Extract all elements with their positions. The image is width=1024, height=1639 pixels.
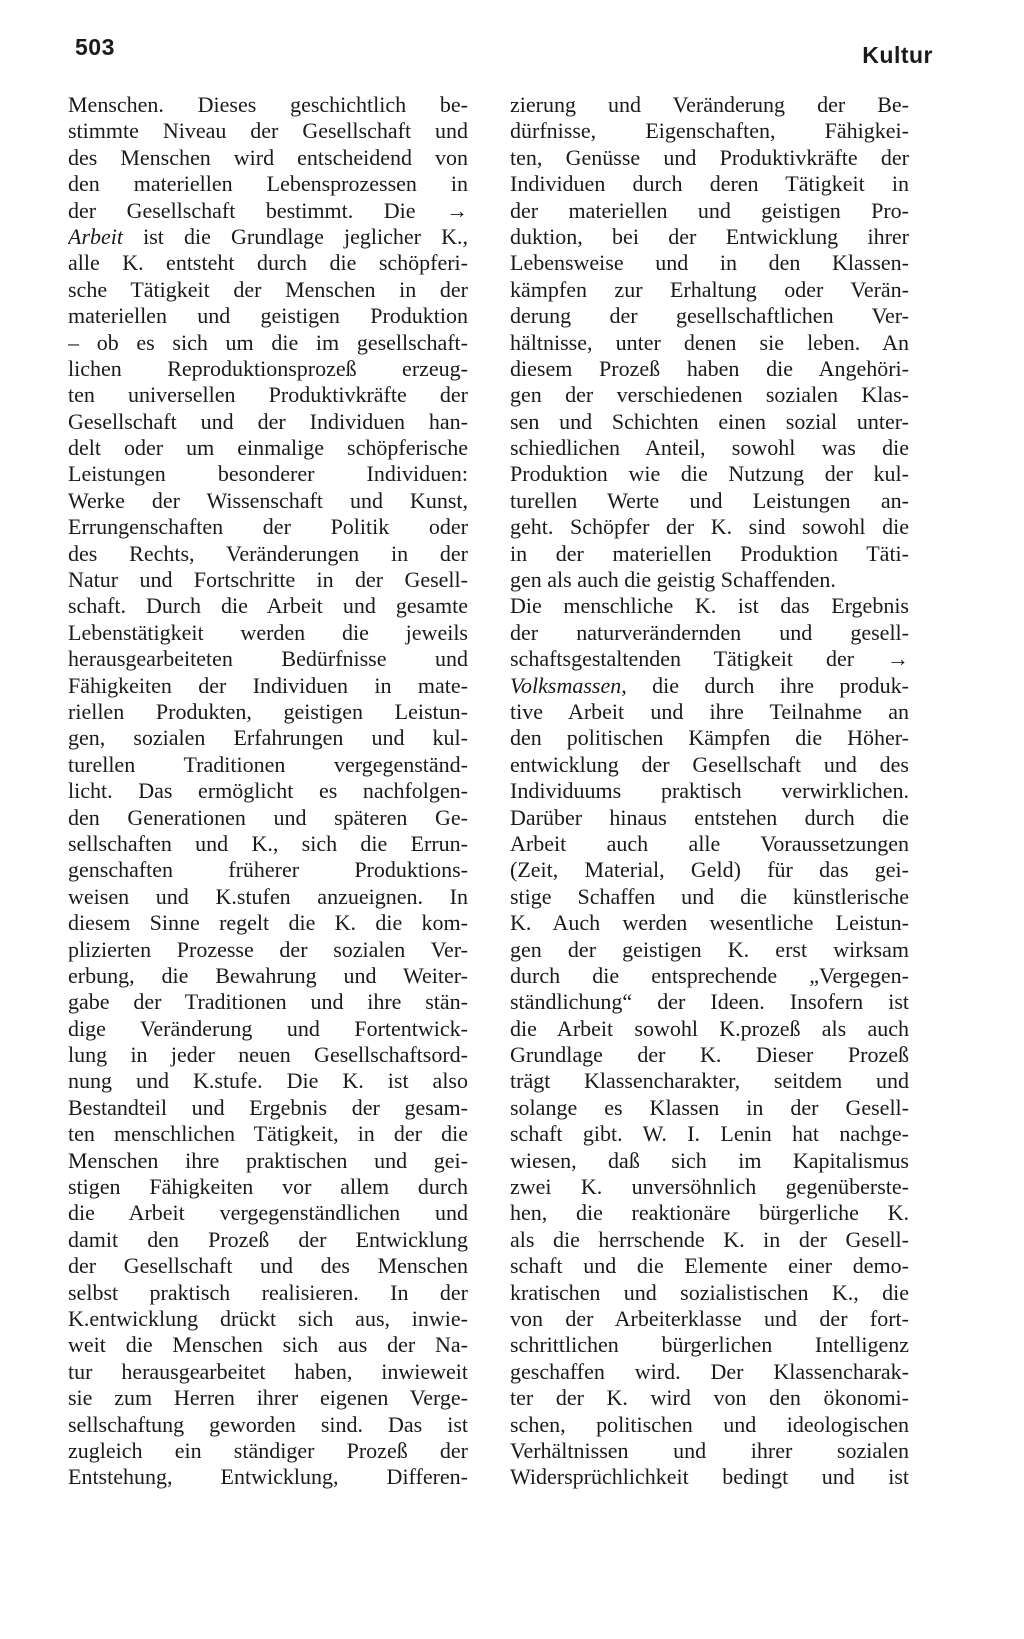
text-segment: dürfnisse, Eigenschaften, Fähigkei- (510, 118, 909, 144)
text-segment: den materiellen Lebensprozessen in (68, 171, 468, 197)
text-line (510, 461, 909, 487)
text-line (510, 1385, 909, 1411)
text-line (510, 1280, 909, 1306)
text-segment: turellen Werte und Leistungen an- (510, 487, 909, 513)
text-line (68, 1121, 468, 1147)
text-segment: gen als auch die geistig Schaffenden. (510, 567, 836, 593)
text-segment: den politischen Kämpfen die Höher- (510, 725, 909, 751)
text-line (68, 1280, 468, 1306)
text-line (68, 778, 468, 804)
text-line (510, 1253, 909, 1279)
text-line (510, 514, 909, 540)
text-line (68, 250, 468, 276)
text-segment: genschaften früherer Produktions- (68, 857, 468, 883)
text-line (510, 541, 909, 567)
text-segment: stige Schaffen und die künstlerische (510, 883, 909, 909)
text-line (68, 1359, 468, 1385)
text-line (510, 567, 909, 593)
text-line (68, 620, 468, 646)
text-line (68, 1200, 468, 1226)
text-segment: Natur und Fortschritte in der Gesell- (68, 567, 468, 593)
text-line (510, 805, 909, 831)
text-line (510, 620, 909, 646)
text-line (68, 699, 468, 725)
text-segment: riellen Produkten, geistigen Leistun- (68, 698, 468, 724)
text-line (68, 303, 468, 329)
text-line (510, 303, 909, 329)
text-segment: zwei K. unversöhnlich gegenüberste- (510, 1174, 909, 1200)
text-segment: gen der verschiedenen sozialen Klas- (510, 382, 909, 408)
text-segment: K. Auch werden wesentliche Leistun- (510, 910, 909, 936)
text-line (510, 224, 909, 250)
text-segment: K.entwicklung drückt sich aus, inwie- (68, 1305, 468, 1331)
text-column-left (68, 92, 468, 1491)
text-segment: schrittlichen bürgerlichen Intelligenz (510, 1332, 909, 1358)
text-line (68, 1016, 468, 1042)
text-segment: gen, sozialen Erfahrungen und kul- (68, 725, 468, 751)
text-segment: sen und Schichten einen sozial unter- (510, 408, 909, 434)
text-line (68, 382, 468, 408)
text-line (68, 1068, 468, 1094)
text-segment: Individuen durch deren Tätigkeit in (510, 171, 909, 197)
text-line (68, 1464, 468, 1490)
text-segment: diesem Prozeß haben die Angehöri- (510, 355, 909, 381)
text-segment: Menschen ihre praktischen und gei- (68, 1147, 468, 1173)
text-line (68, 673, 468, 699)
text-segment: sie zum Herren ihrer eigenen Verge- (68, 1385, 468, 1411)
text-segment: den Generationen und späteren Ge- (68, 804, 468, 830)
text-line (510, 435, 909, 461)
text-segment: in der materiellen Produktion Täti- (510, 540, 909, 566)
text-segment: tur herausgearbeitet haben, inwieweit (68, 1358, 468, 1384)
text-segment: der Gesellschaft bestimmt. Die → (68, 197, 468, 223)
text-line (510, 118, 909, 144)
text-segment: herausgearbeiteten Bedürfnisse und (68, 646, 468, 672)
text-line (510, 1412, 909, 1438)
text-line (68, 937, 468, 963)
text-line (68, 725, 468, 751)
text-segment: alle K. entsteht durch die schöpferi- (68, 250, 468, 276)
text-line (68, 1306, 468, 1332)
text-segment: sche Tätigkeit der Menschen in der (68, 276, 468, 302)
text-segment: duktion, bei der Entwicklung ihrer (510, 223, 909, 249)
text-line (68, 541, 468, 567)
text-segment: geschaffen wird. Der Klassencharak- (510, 1358, 909, 1384)
text-segment: Menschen. Dieses geschichtlich be- (68, 92, 468, 117)
text-segment: der materiellen und geistigen Pro- (510, 197, 909, 223)
text-segment: hen, die reaktionäre bürgerliche K. (510, 1200, 909, 1226)
text-segment: gabe der Traditionen und ihre stän- (68, 989, 468, 1015)
text-segment: tive Arbeit und ihre Teilnahme an (510, 698, 909, 724)
text-line (68, 118, 468, 144)
text-line (68, 1148, 468, 1174)
text-segment: Errungenschaften der Politik oder (68, 514, 468, 540)
text-segment: selbst praktisch realisieren. In der (68, 1279, 468, 1305)
text-line (68, 171, 468, 197)
text-segment: ter der K. wird von den ökonomi- (510, 1385, 909, 1411)
text-line (510, 937, 909, 963)
text-segment: lichen Reproduktionsprozeß erzeug- (68, 355, 468, 381)
text-line (68, 1042, 468, 1068)
text-segment: weisen und K.stufen anzueignen. In (68, 883, 468, 909)
text-segment: – ob es sich um die im gesellschaft- (68, 329, 468, 355)
text-segment: ten, Genüsse und Produktivkräfte der (510, 144, 909, 170)
text-line (68, 805, 468, 831)
text-segment: zierung und Veränderung der Be- (510, 92, 909, 117)
text-segment: zugleich ein ständiger Prozeß der (68, 1437, 468, 1463)
text-segment: durch die entsprechende „Vergegen- (510, 962, 909, 988)
text-segment: schiedlichen Anteil, sowohl was die (510, 435, 909, 461)
text-line (510, 171, 909, 197)
page-number: 503 (75, 34, 115, 60)
text-line (68, 514, 468, 540)
text-segment: diesem Sinne regelt die K. die kom- (68, 910, 468, 936)
text-segment: von der Arbeiterklasse und der fort- (510, 1305, 909, 1331)
text-line (68, 409, 468, 435)
text-segment: kämpfen zur Erhaltung oder Verän- (510, 276, 909, 302)
text-segment: lung in jeder neuen Gesellschaftsord- (68, 1042, 468, 1068)
text-segment: Die menschliche K. ist das Ergebnis (510, 593, 909, 619)
text-line (510, 488, 909, 514)
text-segment: schaft. Durch die Arbeit und gesamte (68, 593, 468, 619)
text-line (68, 963, 468, 989)
text-line (510, 752, 909, 778)
text-line (68, 277, 468, 303)
text-line (510, 145, 909, 171)
text-segment: erbung, die Bewahrung und Weiter- (68, 962, 468, 988)
text-line (510, 1332, 909, 1358)
text-segment: Grundlage der K. Dieser Prozeß (510, 1042, 909, 1068)
text-line (510, 330, 909, 356)
text-segment: die Arbeit sowohl K.prozeß als auch (510, 1015, 909, 1041)
text-line (510, 646, 909, 672)
text-line (68, 224, 468, 250)
text-line (68, 910, 468, 936)
text-column-right (510, 92, 909, 1491)
text-line (68, 1095, 468, 1121)
text-segment: ten menschlichen Tätigkeit, in der die (68, 1121, 468, 1147)
text-line (68, 831, 468, 857)
text-segment: solange es Klassen in der Gesell- (510, 1094, 909, 1120)
text-line (510, 778, 909, 804)
text-segment: geht. Schöpfer der K. sind sowohl die (510, 514, 909, 540)
text-segment: Bestandteil und Ergebnis der gesam- (68, 1094, 468, 1120)
text-segment: der naturverändernden und gesell- (510, 619, 909, 645)
text-segment: schaftsgestaltenden Tätigkeit der → (510, 646, 909, 672)
text-line (510, 1016, 909, 1042)
text-segment: entwicklung der Gesellschaft und des (510, 751, 909, 777)
text-line (510, 1227, 909, 1253)
text-segment: Produktion wie die Nutzung der kul- (510, 461, 909, 487)
text-line (68, 435, 468, 461)
text-line (510, 1438, 909, 1464)
running-head: Kultur (862, 42, 933, 68)
text-line (510, 1042, 909, 1068)
text-segment: sellschaftung geworden sind. Das ist (68, 1411, 468, 1437)
text-segment: die Arbeit vergegenständlichen und (68, 1200, 468, 1226)
text-line (68, 752, 468, 778)
page-header (75, 34, 933, 74)
text-segment: stimmte Niveau der Gesellschaft und (68, 118, 468, 144)
text-segment: derung der gesellschaftlichen Ver- (510, 303, 909, 329)
text-line (68, 567, 468, 593)
text-segment: Widersprüchlichkeit bedingt und ist (510, 1464, 909, 1490)
text-line (68, 1412, 468, 1438)
text-segment: gen der geistigen K. erst wirksam (510, 936, 909, 962)
text-segment: , die durch ihre produk- (621, 672, 909, 698)
text-line (510, 409, 909, 435)
text-line (68, 356, 468, 382)
text-line (510, 673, 909, 699)
text-line (510, 1200, 909, 1226)
text-segment: kratischen und sozialistischen K., die (510, 1279, 909, 1305)
text-line (68, 857, 468, 883)
text-line (510, 963, 909, 989)
text-segment: Verhältnissen und ihrer sozialen (510, 1437, 909, 1463)
text-line (510, 1306, 909, 1332)
text-line (510, 277, 909, 303)
text-line (68, 1438, 468, 1464)
text-segment: ist die Grundlage jeglicher K., (123, 223, 468, 249)
text-line (68, 1227, 468, 1253)
text-line (68, 198, 468, 224)
text-line (510, 593, 909, 619)
text-segment: Gesellschaft und der Individuen han- (68, 408, 468, 434)
text-segment: delt oder um einmalige schöpferische (68, 435, 468, 461)
text-line (510, 1174, 909, 1200)
text-line (510, 1464, 909, 1490)
cross-reference-term: Arbeit (68, 223, 123, 249)
text-line (68, 330, 468, 356)
text-segment: Leistungen besonderer Individuen: (68, 461, 468, 487)
text-line (68, 461, 468, 487)
text-segment: damit den Prozeß der Entwicklung (68, 1226, 468, 1252)
text-segment: Lebensweise und in den Klassen- (510, 250, 909, 276)
text-segment: nung und K.stufe. Die K. ist also (68, 1068, 468, 1094)
text-line (510, 1095, 909, 1121)
text-line (510, 989, 909, 1015)
text-line (68, 92, 468, 118)
text-segment: wiesen, daß sich im Kapitalismus (510, 1147, 909, 1173)
text-line (68, 884, 468, 910)
text-segment: Entstehung, Entwicklung, Differen- (68, 1464, 468, 1490)
text-line (510, 198, 909, 224)
text-segment: als die herrschende K. in der Gesell- (510, 1226, 909, 1252)
text-segment: materiellen und geistigen Produktion (68, 303, 468, 329)
text-segment: schaft gibt. W. I. Lenin hat nachge- (510, 1121, 909, 1147)
text-segment: sellschaften und K., sich die Errun- (68, 830, 468, 856)
text-segment: ständlichung“ der Ideen. Insofern ist (510, 989, 909, 1015)
text-line (68, 1253, 468, 1279)
text-segment: des Menschen wird entscheidend von (68, 144, 468, 170)
text-segment: Arbeit auch alle Voraussetzungen (510, 830, 909, 856)
text-line (510, 884, 909, 910)
text-segment: weit die Menschen sich aus der Na- (68, 1332, 468, 1358)
text-line (510, 250, 909, 276)
text-line (510, 1068, 909, 1094)
text-segment: des Rechts, Veränderungen in der (68, 540, 468, 566)
text-line (510, 92, 909, 118)
text-segment: dige Veränderung und Fortentwick- (68, 1015, 468, 1041)
text-segment: Werke der Wissenschaft und Kunst, (68, 487, 468, 513)
cross-reference-term: Volksmassen (510, 672, 622, 698)
text-line (510, 699, 909, 725)
text-line (510, 831, 909, 857)
text-line (68, 1332, 468, 1358)
text-segment: stigen Fähigkeiten vor allem durch (68, 1174, 468, 1200)
text-line (68, 989, 468, 1015)
text-line (510, 382, 909, 408)
text-segment: (Zeit, Material, Geld) für das gei- (510, 857, 909, 883)
text-segment: plizierten Prozesse der sozialen Ver- (68, 936, 468, 962)
text-line (510, 725, 909, 751)
text-line (510, 1121, 909, 1147)
text-line (68, 488, 468, 514)
text-segment: ten universellen Produktivkräfte der (68, 382, 468, 408)
text-line (68, 1174, 468, 1200)
text-segment: licht. Das ermöglicht es nachfolgen- (68, 778, 468, 804)
text-segment: hältnisse, unter denen sie leben. An (510, 329, 909, 355)
text-segment: Individuums praktisch verwirklichen. (510, 778, 909, 804)
text-line (68, 145, 468, 171)
text-line (510, 857, 909, 883)
text-segment: trägt Klassencharakter, seitdem und (510, 1068, 909, 1094)
text-line (510, 1148, 909, 1174)
text-segment: schen, politischen und ideologischen (510, 1411, 909, 1437)
text-line (68, 1385, 468, 1411)
text-segment: schaft und die Elemente einer demo- (510, 1253, 909, 1279)
text-segment: turellen Traditionen vergegenständ- (68, 751, 468, 777)
text-segment: der Gesellschaft und des Menschen (68, 1253, 468, 1279)
text-segment: Lebenstätigkeit werden die jeweils (68, 619, 468, 645)
text-segment: Darüber hinaus entstehen durch die (510, 804, 909, 830)
text-segment: Fähigkeiten der Individuen in mate- (68, 672, 468, 698)
text-line (68, 593, 468, 619)
text-line (510, 1359, 909, 1385)
text-line (68, 646, 468, 672)
text-line (510, 910, 909, 936)
text-line (510, 356, 909, 382)
